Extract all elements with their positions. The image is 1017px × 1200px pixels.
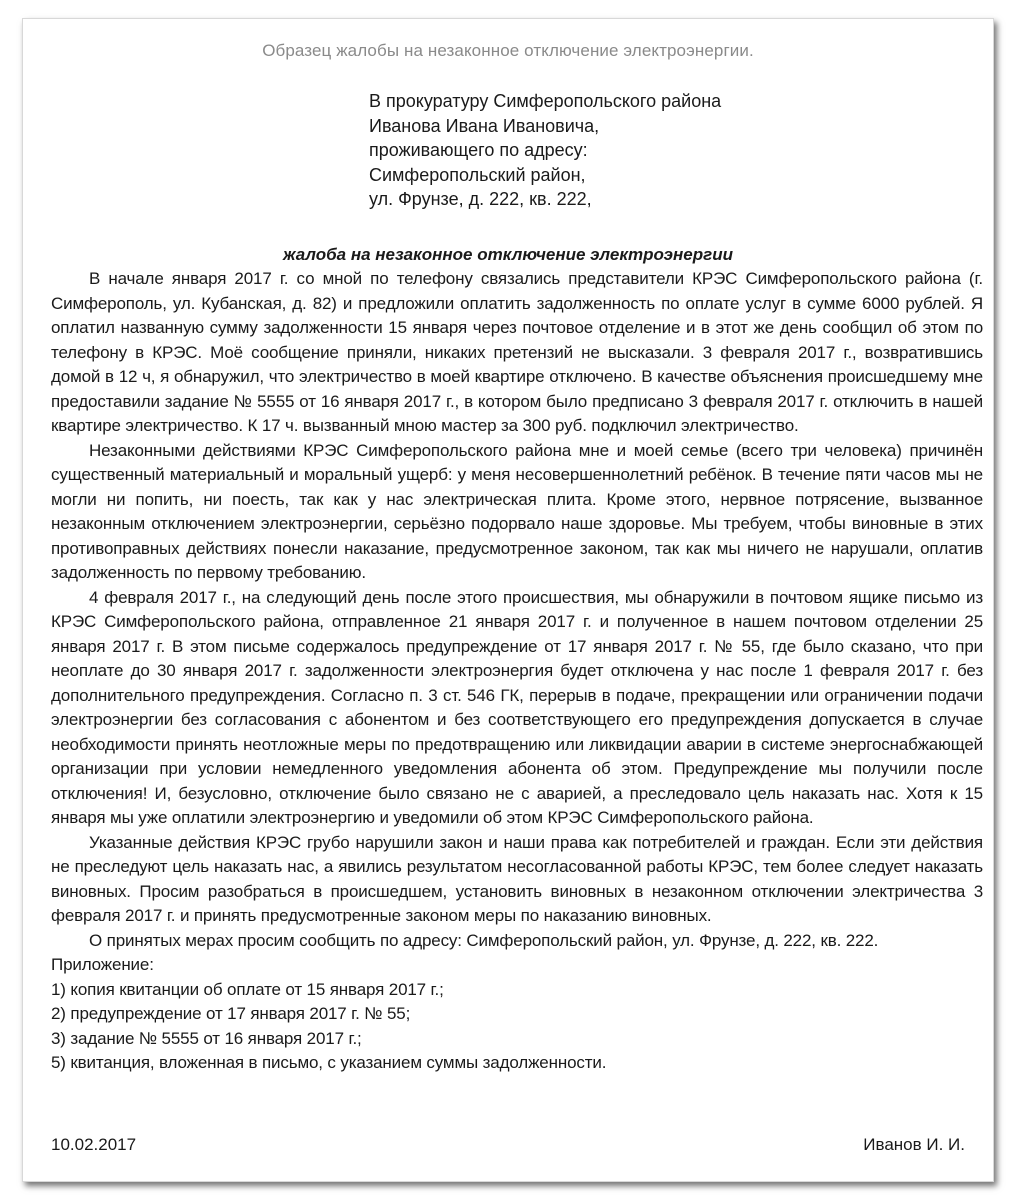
paragraph-4: Указанные действия КРЭС грубо нарушили закон и наши права как потребителей и граждан. Если эти действия не преследуют цель наказать нас, а явились результатом несогласованной работы КРЭС, тем более следует наказать виновных. Просим разобраться в происшедшем, установить виновных в незаконном отключении электричества 3 февраля 2017 г. и принять предусмотренные законом меры по наказанию виновных. — [51, 832, 983, 925]
paragraph-1: В начале января 2017 г. со мной по телефону связались представители КРЭС Симферопольского района (г. Симферополь, ул. Кубанская, д. 82) и предложили оплатить задолженность по оплате услуг в сумме 6000 рублей. Я оплатил названную сумму задолженности 15 января через почтовое отделение и в этот же день сообщил об этом по телефону в КРЭС. Моё сообщение приняли, никаких претензий не высказали. 3 февраля 2017 г., возвратившись домой в 12 ч, я обнаружил, что электричество в моей квартире отключено. В качестве объяснения происшедшему мне предоставили задание № 5555 от 16 января 2017 г., в котором было предписано 3 февраля 2017 г. отключить в нашей квартире электричество. К 17 ч. вызванный мною мастер за 300 руб. подключил электричество. — [51, 269, 983, 435]
addressee-sender-name: Иванова Ивана Ивановича, — [369, 115, 600, 136]
addressee-district: Симферопольский район, — [369, 164, 586, 185]
attachments-list — [51, 953, 983, 1076]
document-page — [22, 18, 994, 1182]
attachment-item: 1) копия квитанции об оплате от 15 января 2017 г.; — [51, 979, 444, 999]
attachment-item: 2) предупреждение от 17 января 2017 г. № 55; — [51, 1004, 411, 1023]
signature: Иванов И. И. — [863, 1135, 965, 1154]
document-caption: Образец жалобы на незаконное отключение электроэнергии. — [262, 41, 754, 60]
attachments-heading: Приложение: — [51, 955, 154, 974]
attachment-item: 3) задание № 5555 от 16 января 2017 г.; — [51, 1028, 362, 1048]
addressee-block — [369, 89, 721, 212]
addressee-street: ул. Фрунзе, д. 222, кв. 222, — [369, 189, 592, 209]
addressee-residence-label: проживающего по адресу: — [369, 140, 588, 160]
document-date: 10.02.2017 — [51, 1135, 137, 1154]
complaint-title: жалоба на незаконное отключение электроэнергии — [283, 245, 733, 264]
paragraph-3: 4 февраля 2017 г., на следующий день после этого происшествия, мы обнаружили в почтовом ящике письмо из КРЭС Симферопольского района, отправленное 21 января 2017 г. и полученное в нашем почтовом отделении 25 января 2017 г. В этом письме содержалось предупреждение от 17 января 2017 г. № 55, где было сказано, что при неоплате до 30 января 2017 г. задолженности электроэнергия будет отключена у нас после 1 февраля 2017 г. без дополнительного предупреждения. Согласно п. 3 ст. 546 ГК, перерыв в подаче, прекращении или ограничении подачи электроэнергии без согласования с абонентом и без соответствующего его предупреждения допускается в случае необходимости принять неотложные меры по предотвращению или ликвидации аварии в системе энергоснабжающей организации при условии немедленного уведомления абонента об этом. Предупреждение мы получили после отключения! И, безусловно, отключение было связано не с аварией, а преследовало цель наказать нас. Хотя к 15 января мы уже оплатили электроэнергию и уведомили об этом КРЭС Симферопольского района. — [51, 587, 983, 827]
paragraph-5: О принятых мерах просим сообщить по адресу: Симферопольский район, ул. Фрунзе, д. 222, кв. 222. — [89, 930, 879, 950]
attachment-item: 5) квитанция, вложенная в письмо, с указанием суммы задолженности. — [51, 1053, 607, 1072]
paragraph-2: Незаконными действиями КРЭС Симферопольского района мне и моей семье (всего три человека) причинён существенный материальный и моральный ущерб: у меня несовершеннолетний ребёнок. В течение пяти часов мы не могли ни попить, ни поесть, так как у нас электрическая плита. Кроме этого, нервное потрясение, вызванное незаконным отключением электроэнергии, серьёзно подорвало наше здоровье. Мы требуем, чтобы виновные в этих противоправных действиях понесли наказание, предусмотренное законом, так как мы ничего не нарушали, оплатив задолженность по первому требованию. — [51, 440, 983, 582]
complaint-body — [51, 267, 983, 1076]
addressee-recipient: В прокуратуру Симферопольского района — [369, 91, 722, 111]
